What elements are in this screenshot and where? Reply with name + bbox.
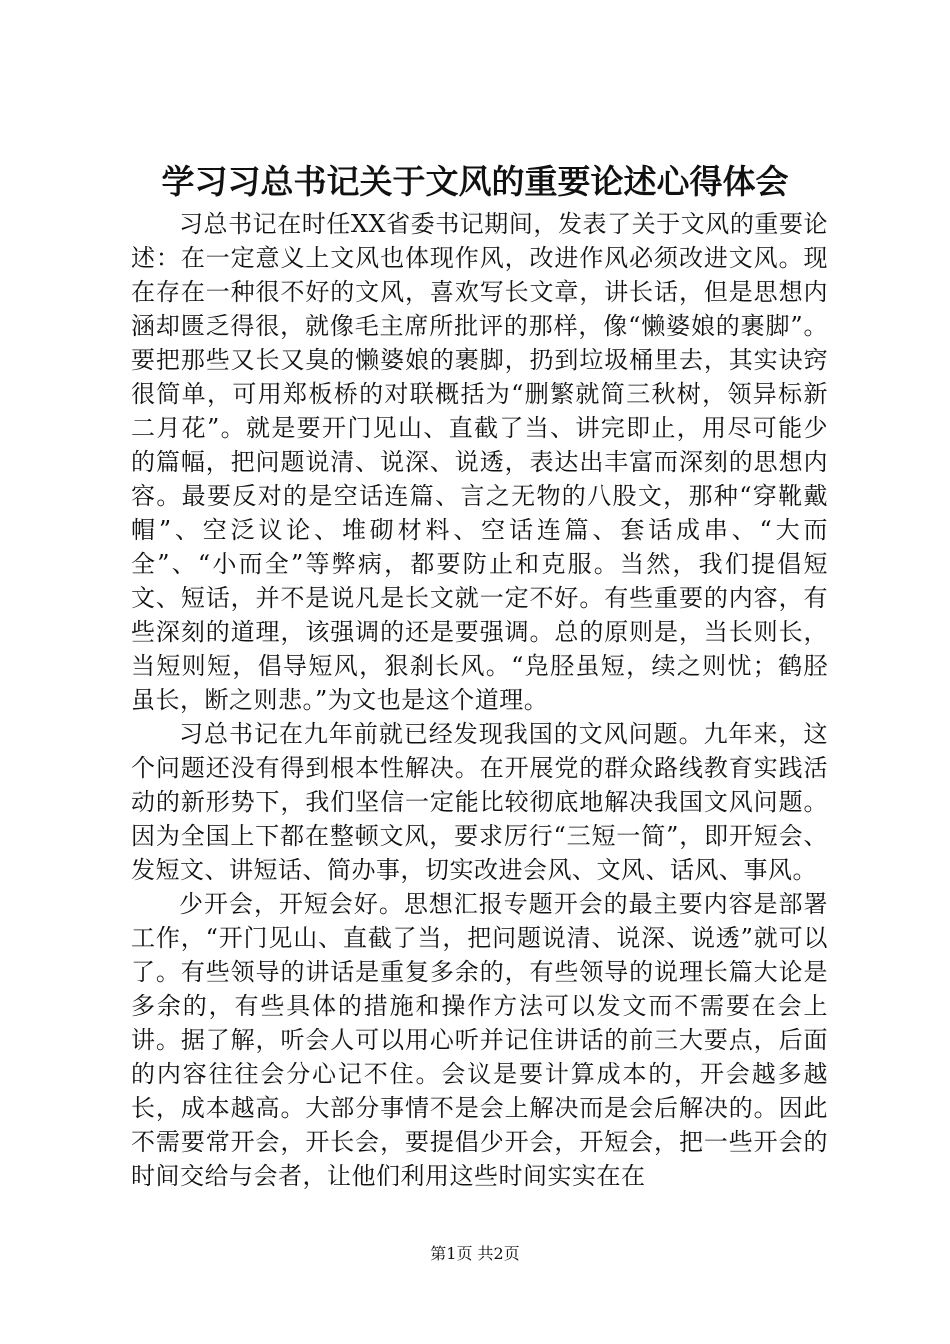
document-body <box>131 207 828 1193</box>
document-title: 学习习总书记关于文风的重要论述心得体会 <box>161 162 789 201</box>
page-number-footer: 第1页 共2页 <box>430 1244 520 1263</box>
paragraph-3: 少开会，开短会好。思想汇报专题开会的最主要内容是部署工作，“开门见山、直截了当，把问题说清、说深、说透”就可以了。有些领导的讲话是重复多余的，有些领导的说理长篇大论是多余的，有些具体的措施和操作方法可以发文而不需要在会上讲。据了解，听会人可以用心听并记住讲话的前三大要点，后面的内容往往会分心记不住。会议是要计算成本的，开会越多越长，成本越高。大部分事情不是会上解决而是会后解决的。因此不需要常开会，开长会，要提倡少开会，开短会，把一些开会的时间交给与会者，让他们利用这些时间实实在在 <box>131 890 828 1190</box>
paragraph-2: 习总书记在九年前就已经发现我国的文风问题。九年来，这个问题还没有得到根本性解决。在开展党的群众路线教育实践活动的新形势下，我们坚信一定能比较彻底地解决我国文风问题。因为全国上下都在整顿文风，要求厉行“三短一简”，即开短会、发短文、讲短话、简办事，切实改进会风、文风、话风、事风。 <box>131 720 828 884</box>
paragraph-1: 习总书记在时任XX省委书记期间，发表了关于文风的重要论述：在一定意义上文风也体现作风，改进作风必须改进文风。现在存在一种很不好的文风，喜欢写长文章，讲长话，但是思想内涵却匮乏得很，就像毛主席所批评的那样，像“懒婆娘的裹脚”。要把那些又长又臭的懒婆娘的裹脚，扔到垃圾桶里去，其实诀窍很简单，可用郑板桥的对联概括为“删繁就简三秋树，领异标新二月花”。就是要开门见山、直截了当、讲完即止，用尽可能少的篇幅，把问题说清、说深、说透，表达出丰富而深刻的思想内容。最要反对的是空话连篇、言之无物的八股文，那种“穿靴戴帽”、空泛议论、堆砌材料、空话连篇、套话成串、“大而全”、“小而全”等弊病，都要防止和克服。当然，我们提倡短文、短话，并不是说凡是长文就一定不好。有些重要的内容，有些深刻的道理，该强调的还是要强调。总的原则是，当长则长，当短则短，倡导短风，狠刹长风。“凫胫虽短，续之则忧；鹤胫虽长，断之则悲。”为文也是这个道理。 <box>131 210 828 714</box>
